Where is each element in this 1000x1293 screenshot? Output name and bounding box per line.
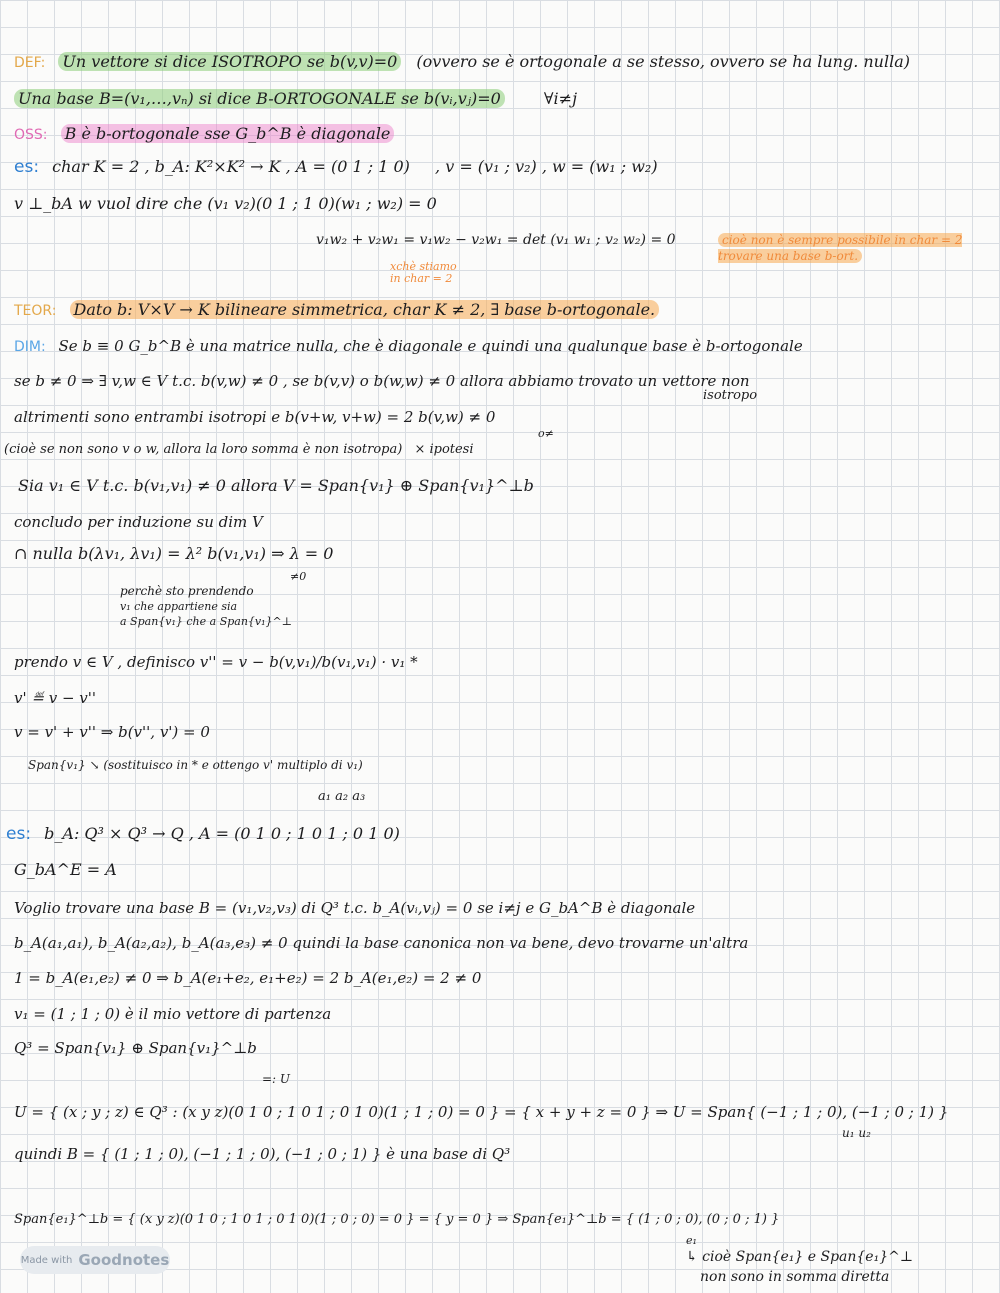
dim-isotropo-word: isotropo [703, 388, 758, 403]
example2-line-4: b_A(a₁,a₁), b_A(a₂,a₂), b_A(a₃,e₃) ≠ 0 quindi la base canonica non va bene, devo trovarne un'altra [14, 934, 749, 952]
badge-brand: Goodnotes [78, 1251, 170, 1269]
example1-setup: char K = 2 , b_A: K²×K² → K , A = (0 1 ; 1 0) [52, 157, 410, 176]
dim-line-7: ∩ nulla b(λv₁, λv₁) = λ² b(v₁,v₁) ⇒ λ = 0 [14, 544, 334, 563]
oss-text: B è b-ortogonale sse G_b^B è diagonale [61, 124, 395, 143]
oss-tag: OSS: [14, 127, 48, 143]
dim-line-5: Sia v₁ ∈ V t.c. b(v₁,v₁) ≠ 0 allora V = Span{v₁} ⊕ Span{v₁}^⊥b [18, 476, 534, 495]
badge-made-with: Made with [20, 1254, 73, 1266]
dim-line-10: v = v' + v'' ⇒ b(v'', v') = 0 [14, 723, 210, 741]
example2-line-10: Span{e₁}^⊥b = { (x y z)(0 1 0 ; 1 0 1 ; 0 1 0)(1 ; 0 ; 0) = 0 } = { y = 0 } ⇒ Span{e₁}^⊥b = { (1 ; 0 ; 0), (0 ; 0 ; 1) } [14, 1212, 780, 1227]
example1-orthogonality: v ⊥_bA w vuol dire che (v₁ v₂)(0 1 ; 1 0)(w₁ ; w₂) = 0 [14, 194, 437, 213]
dim-line-11: Span{v₁} ↘ (sostituisco in * e ottengo v' multiplo di v₁) [28, 758, 363, 772]
dim-reason-1: perchè sto prendendo [120, 584, 254, 598]
example2-conclusion-1: ↳ cioè Span{e₁} e Span{e₁}^⊥ [686, 1249, 914, 1265]
example2-u-labels: u₁ u₂ [842, 1126, 871, 1140]
dim-ipotesi: × ipotesi [414, 442, 474, 457]
dim-reason-2: v₁ che appartiene sia [120, 600, 238, 613]
dim-nonzero-mark: o≠ [538, 427, 554, 440]
example2-line-3: Voglio trovare una base B = (v₁,v₂,v₃) di Q³ t.c. b_A(vᵢ,vⱼ) = 0 se i≠j e G_bA^B è diagonale [14, 899, 696, 917]
dim-line-4 [4, 443, 474, 457]
example2-U-def: =: U [262, 1072, 291, 1086]
teor-text: Dato b: V×V → K bilineare simmetrica, char K ≠ 2, ∃ base b-ortogonale. [70, 300, 660, 319]
def-line-b-ortogonale [14, 89, 577, 109]
dim-reason-3: a Span{v₁} che a Span{v₁}^⊥ [120, 615, 293, 628]
example2-line-8: U = { (x ; y ; z) ∈ Q³ : (x y z)(0 1 0 ; 1 0 1 ; 0 1 0)(1 ; 1 ; 0) = 0 } = { x + y + z = 0 } ⇒ U = Span{ (−1 ; 1 ; 0), (−1 ; 0 ; 1) } [14, 1103, 949, 1121]
teor-line [14, 300, 659, 321]
char2-note-1: xchè stiamo [390, 260, 457, 273]
es-tag: es: [14, 157, 40, 177]
dim-tag: DIM: [14, 339, 46, 355]
example1-note-text: cioè non è sempre possibile in char = 2 trovare una base b-ort. [718, 233, 963, 263]
example2-line-6: v₁ = (1 ; 1 ; 0) è il mio vettore di partenza [14, 1005, 332, 1023]
def-isotropo-remark: (ovvero se è ortogonale a se stesso, ovvero se ha lung. nulla) [416, 52, 910, 71]
def-line-isotropo [14, 52, 910, 73]
teor-tag: TEOR: [14, 303, 57, 319]
example2-line-1 [6, 824, 400, 844]
def-isotropo-text: Un vettore si dice ISOTROPO se b(v,v)=0 [58, 52, 401, 71]
example2-line-7: Q³ = Span{v₁} ⊕ Span{v₁}^⊥b [14, 1039, 257, 1057]
example2-line-9: quindi B = { (1 ; 1 ; 0), (−1 ; 1 ; 0), (−1 ; 0 ; 1) } è una base di Q³ [14, 1145, 511, 1163]
dim-line-9: v' ≝ v − v'' [14, 689, 97, 707]
example1-line [14, 157, 658, 177]
made-with-goodnotes-badge [20, 1246, 170, 1274]
dim-line-1 [14, 336, 803, 357]
dim-case-zero: Se b ≡ 0 G_b^B è una matrice nulla, che è diagonale e quindi una qualunque base è b-ortogonale [58, 337, 803, 355]
char2-note-2: in char = 2 [390, 272, 453, 285]
dim-line-6: concludo per induzione su dim V [14, 513, 263, 531]
dim-line-8: prendo v ∈ V , definisco v'' = v − b(v,v₁)/b(v₁,v₁) · v₁ * [14, 653, 418, 671]
example1-determinant: v₁w₂ + v₂w₁ = v₁w₂ − v₂w₁ = det (v₁ w₁ ; v₂ w₂) = 0 [316, 232, 676, 248]
def-b-ortogonale-quantifier: ∀i≠j [543, 89, 578, 108]
dim-remark: (cioè se non sono v o w, allora la loro somma è non isotropa) [4, 442, 403, 457]
es-tag-2: es: [6, 824, 32, 844]
example2-column-headers: a₁ a₂ a₃ [318, 789, 366, 804]
example1-vectors: , v = (v₁ ; v₂) , w = (w₁ ; w₂) [435, 157, 658, 176]
example2-e1-label: e₁ [686, 1234, 697, 1247]
dim-nonzero-mark-2: ≠0 [290, 570, 307, 583]
example2-gram: G_bA^E = A [14, 860, 117, 879]
example2-setup: b_A: Q³ × Q³ → Q , A = (0 1 0 ; 1 0 1 ; 0 1 0) [44, 824, 400, 843]
dim-line-2: se b ≠ 0 ⇒ ∃ v,w ∈ V t.c. b(v,w) ≠ 0 , se b(v,v) o b(w,w) ≠ 0 allora abbiamo trovato un vettore non [14, 372, 750, 390]
example2-conclusion-2: non sono in somma diretta [700, 1269, 890, 1285]
example2-line-5: 1 = b_A(e₁,e₂) ≠ 0 ⇒ b_A(e₁+e₂, e₁+e₂) = 2 b_A(e₁,e₂) = 2 ≠ 0 [14, 969, 482, 987]
example1-note [718, 232, 990, 264]
def-b-ortogonale-text: Una base B=(v₁,…,vₙ) si dice B-ORTOGONALE se b(vᵢ,vⱼ)=0 [14, 89, 505, 108]
oss-line [14, 124, 394, 145]
def-tag: DEF: [14, 55, 46, 71]
dim-line-3: altrimenti sono entrambi isotropi e b(v+w, v+w) = 2 b(v,w) ≠ 0 [14, 408, 496, 426]
